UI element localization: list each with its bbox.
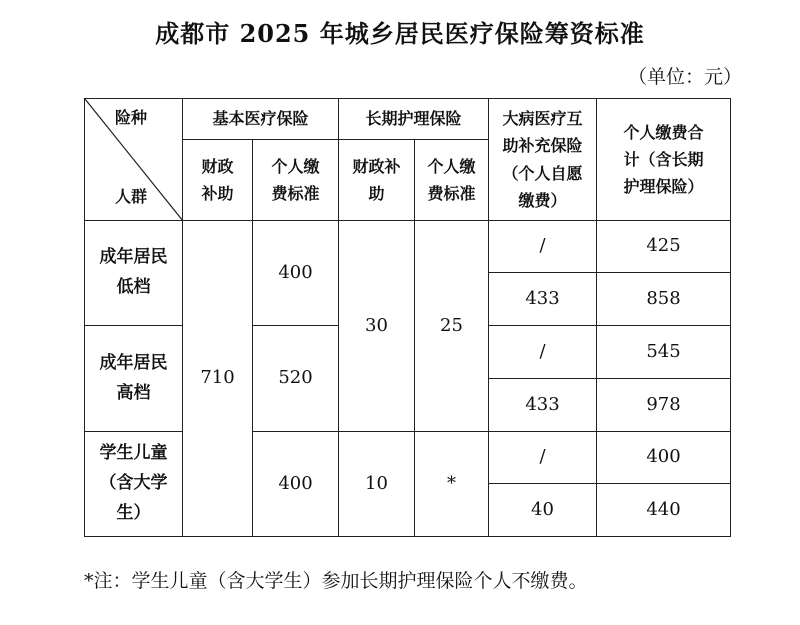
basic-personal-high-value: 520	[253, 326, 339, 432]
population-label: 人群	[115, 187, 148, 207]
table-cell: /	[489, 432, 597, 484]
table-cell: 858	[597, 273, 731, 326]
diagonal-header-cell	[85, 99, 183, 221]
basic-personal-student-value: 400	[253, 432, 339, 537]
basic-fiscal-value: 710	[183, 221, 253, 537]
page-title: 成都市 2025 年城乡居民医疗保险筹资标准	[155, 19, 645, 48]
ltc-fiscal-adult-value: 30	[339, 221, 415, 432]
table-cell: 978	[597, 379, 731, 432]
ltc-fiscal-student-value: 10	[339, 432, 415, 537]
table-cell: 440	[597, 484, 731, 537]
ltc-personal-subheader: 个人缴费标准	[415, 140, 489, 221]
ltc-personal-student-value: *	[415, 432, 489, 537]
basic-medical-header: 基本医疗保险	[183, 99, 339, 140]
basic-personal-subheader: 个人缴费标准	[253, 140, 339, 221]
ltc-fiscal-subheader: 财政补助	[339, 140, 415, 221]
unit-label: （单位：元）	[627, 66, 742, 88]
serious-illness-header: 大病医疗互助补充保险（个人自愿缴费）	[489, 99, 597, 221]
table-cell: 433	[489, 273, 597, 326]
table-cell: /	[489, 221, 597, 273]
table-cell: /	[489, 326, 597, 379]
table-cell: 40	[489, 484, 597, 537]
funding-standard-table	[84, 98, 731, 537]
table-cell: 425	[597, 221, 731, 273]
footnote: *注：学生儿童（含大学生）参加长期护理保险个人不缴费。	[84, 570, 588, 592]
table-cell: 433	[489, 379, 597, 432]
table-cell: 400	[597, 432, 731, 484]
risk-type-label: 险种	[115, 108, 148, 127]
ltc-personal-adult-value: 25	[415, 221, 489, 432]
group-adult-low: 成年居民低档	[85, 221, 183, 326]
table-cell: 545	[597, 326, 731, 379]
total-header: 个人缴费合计（含长期护理保险）	[597, 99, 731, 221]
group-students: 学生儿童（含大学生）	[85, 432, 183, 537]
long-term-care-header: 长期护理保险	[339, 99, 489, 140]
basic-personal-low-value: 400	[253, 221, 339, 326]
group-adult-high: 成年居民高档	[85, 326, 183, 432]
basic-fiscal-subheader: 财政补助	[183, 140, 253, 221]
